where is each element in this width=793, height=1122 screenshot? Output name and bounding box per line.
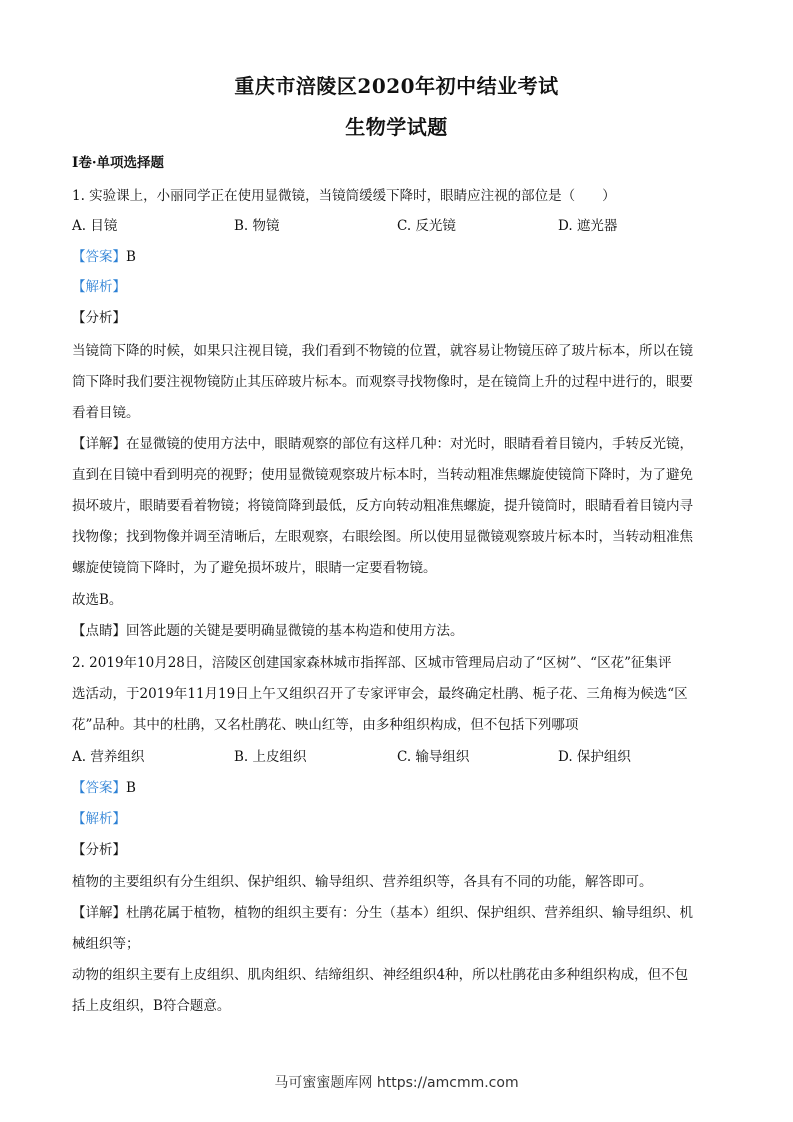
q2-fenxi-line: 植物的主要组织有分生组织、保护组织、输导组织、营养组织等，各具有不同的功能，解答即可。 <box>72 874 653 890</box>
q2-fenxi-tag: 【分析】 <box>72 842 126 858</box>
q2-answer-row <box>72 776 722 796</box>
q1-stem: 1. 实验课上，小丽同学正在使用显微镜，当镜筒缓缓下降时，眼睛应注视的部位是（ ） <box>72 188 616 204</box>
q1-conclusion: 故选B。 <box>72 592 123 608</box>
footer-watermark[interactable]: 马可蜜蜜题库网 https://amcmm.com <box>274 1075 519 1091</box>
q2-answer-tag: 【答案】 <box>72 780 126 796</box>
q1-detail-line-1: 【详解】在显微镜的使用方法中，眼睛观察的部位有这样几种：对光时，眼睛看着目镜内，手转反光镜， <box>72 436 693 452</box>
q2-option-a: A. 营养组织 <box>72 749 145 765</box>
q2-answer: B <box>126 780 136 796</box>
q1-key-point: 【点睛】回答此题的关键是要明确显微镜的基本构造和使用方法。 <box>72 623 464 639</box>
exam-title: 重庆市涪陵区2020年初中结业考试 <box>234 74 559 98</box>
q2-option-d: D. 保护组织 <box>558 749 631 765</box>
q2-option-b: B. 上皮组织 <box>234 749 307 765</box>
q1-option-a: A. 目镜 <box>72 218 118 234</box>
section-heading: Ⅰ卷·单项选择题 <box>72 155 165 171</box>
q2-stem-line-2: 选活动，于2019年11月19日上午又组织召开了专家评审会，最终确定杜鹃、栀子花、三角梅为候选“区 <box>72 686 688 702</box>
q2-analysis-tag: 【解析】 <box>72 811 126 827</box>
exam-subtitle: 生物学试题 <box>345 115 448 139</box>
q1-answer: B <box>126 249 136 265</box>
q2-option-c: C. 输导组织 <box>397 749 470 765</box>
q1-fenxi-tag: 【分析】 <box>72 310 126 326</box>
q2-detail-line-1: 【详解】杜鹃花属于植物，植物的组织主要有：分生（基本）组织、保护组织、营养组织、输导组织、机 <box>72 905 693 921</box>
q1-fenxi-line-2: 筒下降时我们要注视物镜防止其压碎玻片标本。而观察寻找物像时，是在镜筒上升的过程中进行的，眼要 <box>72 374 693 390</box>
q2-detail-line-3: 动物的组织主要有上皮组织、肌肉组织、结缔组织、神经组织4种，所以杜鹃花由多种组织构成，但不包 <box>72 967 689 983</box>
q1-fenxi-line-1: 当镜筒下降的时候，如果只注视目镜，我们看到不物镜的位置，就容易让物镜压碎了玻片标本，所以在镜 <box>72 343 693 359</box>
q1-answer-row <box>72 245 722 265</box>
q2-stem-line-3: 花”品种。其中的杜鹃，又名杜鹃花、映山红等，由多种组织构成，但不包括下列哪项 <box>72 717 579 733</box>
q1-detail-line-5: 螺旋使镜筒下降时，为了避免损坏玻片，眼睛一定要看物镜。 <box>72 560 437 576</box>
q1-option-c: C. 反光镜 <box>397 218 456 234</box>
q1-option-d: D. 遮光器 <box>558 218 618 234</box>
q1-fenxi-line-3: 看着目镜。 <box>72 405 140 421</box>
q2-detail-line-4: 括上皮组织，B符合题意。 <box>72 998 231 1014</box>
q1-detail-line-2: 直到在目镜中看到明亮的视野；使用显微镜观察玻片标本时，当转动粗准焦螺旋使镜筒下降时，为了避免 <box>72 467 693 483</box>
q1-detail-line-3: 损坏玻片，眼睛要看着物镜；将镜筒降到最低，反方向转动粗准焦螺旋，提升镜筒时，眼睛看着目镜内寻 <box>72 498 693 514</box>
q1-analysis-tag: 【解析】 <box>72 279 126 295</box>
q2-detail-line-2: 械组织等； <box>72 936 140 952</box>
q1-detail-line-4: 找物像；找到物像并调至清晰后，左眼观察，右眼绘图。所以使用显微镜观察玻片标本时，当转动粗准焦 <box>72 529 693 545</box>
q1-option-b: B. 物镜 <box>234 218 280 234</box>
q2-stem-line-1: 2. 2019年10月28日，涪陵区创建国家森林城市指挥部、区城市管理局启动了“区树”、“区花”征集评 <box>72 655 672 671</box>
q1-answer-tag: 【答案】 <box>72 249 126 265</box>
